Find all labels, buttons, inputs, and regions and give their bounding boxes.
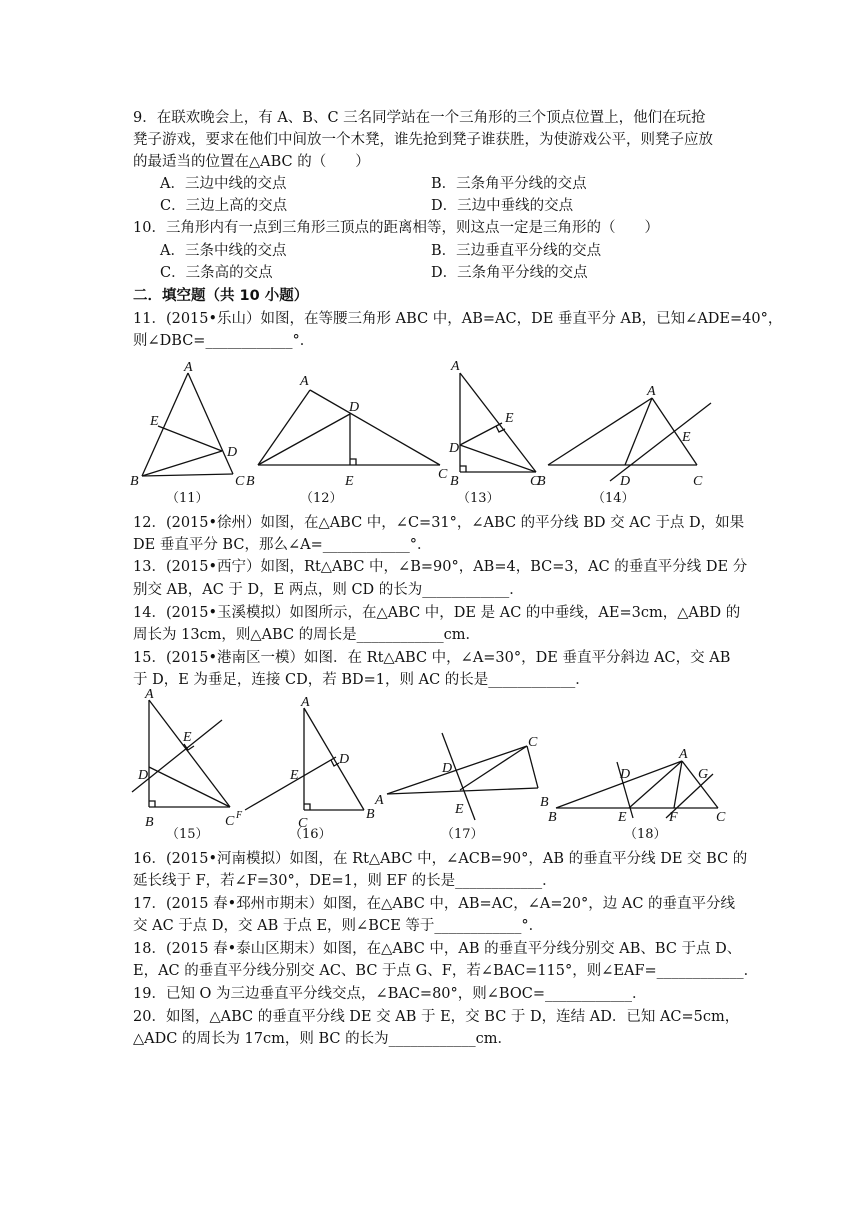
q18-line2: E，AC 的垂直平分线分别交 AC、BC 于点 G、F，若∠BAC=115°，则∠EAF=____________． bbox=[133, 963, 759, 979]
q9-line3: 的最适当的位置在△ABC 的（ ） bbox=[133, 154, 370, 170]
f16-label-d: D bbox=[339, 752, 350, 767]
f16-label-b: B bbox=[366, 807, 375, 822]
f16-label-c: C bbox=[298, 816, 308, 831]
q9-option-b: B．三条角平分线的交点 bbox=[431, 176, 587, 192]
q11-line2: 则∠DBC=____________°． bbox=[133, 333, 315, 349]
q9-line2: 凳子游戏，要求在他们中间放一个木凳，谁先抢到凳子谁获胜，为使游戏公平，则凳子应放 bbox=[133, 132, 713, 148]
q10-option-c: C．三条高的交点 bbox=[160, 265, 273, 281]
f13-label-d: D bbox=[449, 441, 460, 456]
q12-line1: 12．(2015•徐州）如图，在△ABC 中，∠C=31°，∠ABC 的平分线 BD 交 AC 于点 D，如果 bbox=[133, 515, 745, 531]
f18-label-e: E bbox=[618, 810, 627, 825]
q11-line1: 11．(2015•乐山）如图，在等腰三角形 ABC 中，AB=AC，DE 垂直平分 AB，已知∠ADE=40°， bbox=[133, 311, 783, 327]
f11-label-a: A bbox=[184, 360, 193, 375]
figure-14 bbox=[0, 355, 860, 495]
q10-option-d: D．三条角平分线的交点 bbox=[431, 265, 588, 281]
f11-label-d: D bbox=[227, 445, 238, 460]
f14-label-a: A bbox=[647, 384, 656, 399]
caption-11: （11） bbox=[166, 491, 209, 506]
caption-18: （18） bbox=[624, 827, 667, 842]
f18-label-b1: B bbox=[540, 795, 549, 810]
f12-label-e: E bbox=[345, 474, 354, 489]
q20-line2: △ADC 的周长为 17cm，则 BC 的长为____________cm． bbox=[133, 1031, 512, 1047]
f18-label-f: F bbox=[669, 810, 678, 825]
f18-label-b2: B bbox=[548, 810, 557, 825]
q17-line1: 17．(2015 春•邳州市期末）如图，在△ABC 中，AB=AC，∠A=20°，边 AC 的垂直平分线 bbox=[133, 896, 736, 912]
caption-17: （17） bbox=[441, 827, 484, 842]
caption-13: （13） bbox=[457, 491, 500, 506]
f15-label-a: A bbox=[145, 687, 154, 702]
f13-label-b: B bbox=[450, 474, 459, 489]
f11-label-b: B bbox=[130, 474, 139, 489]
q20-line1: 20．如图，△ABC 的垂直平分线 DE 交 AB 于 E，交 BC 于 D，连结 AD．已知 AC=5cm， bbox=[133, 1009, 740, 1025]
f11-label-c: C bbox=[235, 474, 245, 489]
f14-label-b: B bbox=[537, 474, 546, 489]
q9-option-d: D．三边中垂线的交点 bbox=[431, 198, 574, 214]
f16-label-e: E bbox=[290, 768, 299, 783]
f16-label-a: A bbox=[301, 695, 310, 710]
q14-line1: 14．(2015•玉溪模拟）如图所示，在△ABC 中，DE 是 AC 的中垂线，AE=3cm，△ABD 的 bbox=[133, 605, 741, 621]
q15-line2: 于 D，E 为垂足，连接 CD，若 BD=1，则 AC 的长是____________． bbox=[133, 672, 590, 688]
q16-line1: 16．(2015•河南模拟）如图，在 Rt△ABC 中，∠ACB=90°，AB 的垂直平分线 DE 交 BC 的 bbox=[133, 851, 748, 867]
q16-line2: 延长线于 F，若∠F=30°，DE=1，则 EF 的长是____________． bbox=[133, 873, 557, 889]
f15-label-f: F bbox=[236, 810, 243, 821]
f17-label-c: C bbox=[528, 735, 538, 750]
f12-label-b: B bbox=[246, 474, 255, 489]
f15-label-e: E bbox=[183, 730, 192, 745]
q10-option-a: A．三条中线的交点 bbox=[160, 243, 287, 259]
q18-line1: 18．(2015 春•泰山区期末）如图，在△ABC 中，AB 的垂直平分线分别交 AB、BC 于点 D、 bbox=[133, 941, 742, 957]
caption-14: （14） bbox=[592, 491, 635, 506]
f12-label-c: C bbox=[438, 467, 448, 482]
f18-label-d: D bbox=[620, 767, 631, 782]
f15-label-d: D bbox=[138, 768, 149, 783]
q9-option-c: C．三边上高的交点 bbox=[160, 198, 288, 214]
figure-18 bbox=[0, 690, 860, 830]
q9-line1: 9．在联欢晚会上，有 A、B、C 三名同学站在一个三角形的三个顶点位置上，他们在玩抢 bbox=[133, 110, 706, 126]
f17-label-e: E bbox=[455, 802, 464, 817]
f17-label-d: D bbox=[442, 761, 453, 776]
f12-label-d: D bbox=[349, 400, 360, 415]
f18-label-a: A bbox=[679, 747, 688, 762]
q13-line1: 13．(2015•西宁）如图，Rt△ABC 中，∠B=90°，AB=4，BC=3，AC 的垂直平分线 DE 分 bbox=[133, 559, 748, 575]
q19-line1: 19．已知 O 为三边垂直平分线交点，∠BAC=80°，则∠BOC=____________． bbox=[133, 986, 647, 1002]
f18-label-g: G bbox=[698, 767, 709, 782]
section-heading-fill-in: 二．填空题（共 10 小题） bbox=[133, 288, 309, 304]
caption-12: （12） bbox=[300, 491, 343, 506]
q14-line2: 周长为 13cm，则△ABC 的周长是____________cm． bbox=[133, 627, 481, 643]
f15-label-b: B bbox=[145, 815, 154, 830]
f14-label-c: C bbox=[693, 474, 703, 489]
caption-16: （16） bbox=[289, 827, 332, 842]
q17-line2: 交 AC 于点 D，交 AB 于点 E，则∠BCE 等于____________°． bbox=[133, 918, 544, 934]
f14-label-d: D bbox=[620, 474, 631, 489]
f15-label-c: C bbox=[225, 814, 235, 829]
q10-line1: 10．三角形内有一点到三角形三顶点的距离相等，则这点一定是三角形的（ ） bbox=[133, 220, 659, 236]
f18-label-c: C bbox=[716, 810, 726, 825]
f13-label-c: C bbox=[530, 474, 540, 489]
q13-line2: 别交 AB，AC 于 D，E 两点，则 CD 的长为____________． bbox=[133, 582, 524, 598]
f12-label-a: A bbox=[300, 374, 309, 389]
caption-15: （15） bbox=[166, 827, 209, 842]
q12-line2: DE 垂直平分 BC，那么∠A=____________°． bbox=[133, 537, 432, 553]
q15-line1: 15．(2015•港南区一模）如图．在 Rt△ABC 中，∠A=30°，DE 垂直平分斜边 AC，交 AB bbox=[133, 650, 731, 666]
f11-label-e: E bbox=[150, 414, 159, 429]
q10-option-b: B．三边垂直平分线的交点 bbox=[431, 243, 602, 259]
f13-label-a: A bbox=[451, 359, 460, 374]
q9-option-a: A．三边中线的交点 bbox=[160, 176, 287, 192]
f17-label-a: A bbox=[375, 793, 384, 808]
f13-label-e: E bbox=[505, 411, 514, 426]
f14-label-e: E bbox=[682, 430, 691, 445]
